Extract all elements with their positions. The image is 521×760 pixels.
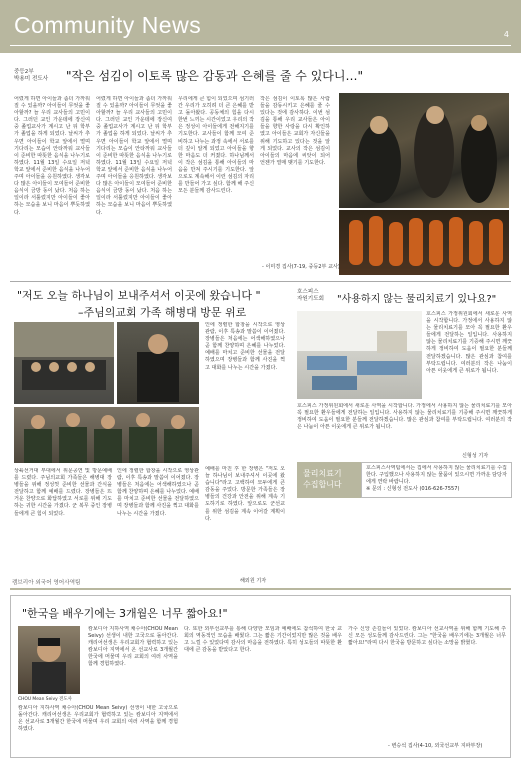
food-photo-icon <box>339 210 509 275</box>
soldiers-photo-icon <box>14 407 199 463</box>
article1-col3: 작은 섬김이 이토록 많은 사람들을 감동시키고 은혜를 줄 수 있다는 것에 감사하다. 이번 섬김을 통해 우리 교사들은 아이들을 향한 사랑을 다시 확인하였고 아이들은 교회가 자신들을 위해 기도하고 있다는 것을 알게 되었다. 교사의 작은 섬김이 아이들의 마음에 씨앗이 되어 언젠가 열매 맺기를 기도한다. <box>260 96 330 166</box>
article1-col2: 우리에게 큰 힘이 되었으며 섬기러 간 우리가 오히려 더 큰 은혜를 받고 돌아왔다. 공동체의 힘을 다시 한번 느끼는 시간이었고 우리의 작은 정성이 아이들에게 전해지기를 기도한다. 교사들이 함께 모여 준비하고 나누는 과정 속에서 서로를 더 깊이 알게 되었고 아이들을 향한 마음도 더 커졌다. 하나님께서 이 작은 섬김을 통해 아이들의 마음을 만져 주시기를 기도한다. 앞으로도 계속해서 이런 섬김의 자리를 만들어 가고 싶다. 함께 해 주신 모든 분들께 감사드린다. <box>178 96 254 195</box>
article2-signature: 해외원 기자 <box>240 578 267 584</box>
article2-col3: 예배를 마친 후 한 장병은 "저도 오늘 하나님이 보내주셔서 이곳에 왔습니다"라고 고백하여 모두에게 큰 감동을 주었다. 방문한 가족들은 장병들의 건강과 안전을 위해 계속 기도하기로 하였다. 앞으로도 군선교를 위한 섬김을 계속 이어갈 계획이다. <box>205 466 285 522</box>
divider-1 <box>10 281 511 282</box>
article1-signature: - 이미경 집사(7-19, 중등2부 교사) <box>262 264 340 270</box>
article3-col-a: 호스피스 가정위원회에서 새로운 사역을 시작합니다. 가정에서 사용하지 않는 물리치료기를 모아 꼭 필요한 환우들에게 전달하는 일입니다. 사용하지 않는 물리치료기를 기증해 주시면 깨끗하게 정비하여 도움이 필요한 분들께 전달하겠습니다. 많은 관심과 참여를 부탁드립니다. 여러분의 작은 나눔이 아픈 이웃에게 큰 위로가 됩니다. <box>426 311 512 374</box>
article4-col3: 가수 신앙 손길들이 있었다. 캄보디아 선교사역을 위해 함께 기도해 주신 모든 성도들께 감사드린다. 그는 "한국을 배우기에는 3개월은 너무 짧아요!"라며 다시 한국을 방문하고 싶다는 소망을 밝혔다. <box>348 626 506 647</box>
speaker-photo-icon <box>117 322 199 404</box>
page-header <box>0 0 521 53</box>
article2-photo-stage <box>14 322 114 404</box>
article4-portrait <box>18 626 80 694</box>
article1-photo-top <box>339 93 509 208</box>
article1-col1: 어렸게 하면 아이들과 좀더 가까워질 수 있을까? 아이들이 무엇을 좋아할까? 늘 우리 교사들의 고민이다. 그러던 교인 가운데에 장신여중 졸업교사가 계시고 난 뒤 학부가 졸업을 하게 되었다. 날씨가 추우면 아이들이 학교 앞에서 떨며 기다리는 모습이 안타까워 교사들이 준비한 따뜻한 음식을 나누기로 하였다. 11월 13일 수요일 저녁 학교 앞에서 준비한 음식을 나누어 주며 아이들을 응원하였다. 생각보다 많은 아이들이 모여들어 준비한 음식이 금방 동이 났다. 처음 하는 일이라 서툴렀지만 아이들이 좋아하는 모습을 보니 마음이 뿌듯하였다. <box>14 96 90 216</box>
article3-col-b: 호스피스 가정위원회에서 새로운 사역을 시작합니다. 가정에서 사용하지 않는 물리치료기를 모아 꼭 필요한 환우들에게 전달하는 일입니다. 사용하지 않는 물리치료기를 기증해 주시면 깨끗하게 정비하여 도움이 필요한 분들께 전달하겠습니다. 많은 관심과 참여를 부탁드립니다. 여러분의 작은 나눔이 아픈 이웃에게 큰 위로가 됩니다. <box>297 403 512 431</box>
article1-col1b: 어렸게 하면 아이들과 좀더 가까워질 수 있을까? 아이들이 무엇을 좋아할까? 늘 우리 교사들의 고민이다. 그러던 교인 가운데에 장신여중 졸업교사가 계시고 난 뒤 학부가 졸업을 하게 되었다. 날씨가 추우면 아이들이 학교 앞에서 떨며 기다리는 모습이 안타까워 교사들이 준비한 따뜻한 음식을 나누기로 하였다. 11월 13일 수요일 저녁 학교 앞에서 준비한 음식을 나누어 주며 아이들을 응원하였다. 생각보다 많은 아이들이 모여들어 준비한 음식이 금방 동이 났다. 처음 하는 일이라 서툴렀지만 아이들이 좋아하는 모습을 보니 마음이 뿌듯하였다. <box>96 96 172 216</box>
article3-signature: 신형성 기자 <box>462 453 489 459</box>
article2-photo-speaker <box>117 322 199 404</box>
portrait-photo-icon <box>18 626 80 694</box>
header-divider <box>10 45 511 46</box>
section-title: Community News <box>14 12 202 38</box>
page-number: 4 <box>503 30 509 39</box>
article2-subheadline: –주님의교회 가족 해병대 방문 위로 <box>78 306 247 319</box>
article1-headline: "작은 섬김이 이토록 많은 감동과 은혜를 줄 수 있다니…" <box>66 69 363 83</box>
portrait-caption: CHOU Mean Seivy 전도사 <box>18 697 72 702</box>
stage-photo-icon <box>14 322 114 404</box>
article2-col1b: 인에 정렬한 합창을 시작으로 영상관람, 이후 특송과 말씀이 이어졌다. 장병들은 처음에는 어색해하였으나 곧 함께 찬양하며 은혜를 나누었다. 예배를 마치고 준비한 선물을 전달하였으며 장병들과 함께 사진을 찍고 대화를 나누는 시간을 가졌다. <box>117 468 199 517</box>
article2-col1: 상륙선거대 부대에서 위문공연 및 방문예배를 드렸다. 주님의교회 가족들은 해병대 장병들을 위해 정성껏 준비한 선물과 간식을 전달하고 함께 예배를 드렸다. 장병들은 뜨거운 찬양으로 화답하였고 서로를 위해 기도하는 귀한 시간을 가졌다. 군 복무 중인 장병들에게 큰 힘이 되었다. <box>14 468 112 517</box>
article2-photo-soldiers <box>14 407 199 463</box>
article3-callout-text: 호스피스사역팀에서는 집에서 사용하지 않는 물리치료기를 수집한다. 구입했으나 사용하지 않는 물품이 있으시면 가까운 담당자에게 연락 바랍니다. ※ 문의 : 신형성 전도사 (016-626-7557) <box>366 465 507 492</box>
article1-tag: 중등2부 박용미 전도사 <box>14 69 49 82</box>
article4-col1b: 캄보디아 지하사역 채수아(CHOU Mean Seivy) 선생이 내한 고국으로 돌아간다. 캐리어선생은 우리교회가 협력하고 있는 캄보디아 지역에서 온 선교사로 3개월간 한국에 머물며 우리 교회의 여러 사역을 함께 경험하였다. <box>18 705 178 733</box>
divider-2 <box>10 588 511 590</box>
article4-col2: 다. 또한 외부선교부를 통해 다양한 모임과 예배에도 참석하여 한국 교회의 역동적인 모습을 배웠다. 그는 짧은 기간이었지만 많은 것을 배우고 느낄 수 있었다며 감사의 마음을 전하였다. 특히 성도들의 따뜻한 환대에 큰 감동을 받았다고 한다. <box>184 626 342 654</box>
article3-photo <box>297 311 422 399</box>
therapy-room-photo-icon <box>297 311 422 399</box>
people-photo-icon <box>339 93 509 208</box>
article4-headline: "한국을 배우기에는 3개월은 너무 짧아요!" <box>22 607 228 620</box>
article3-tag: 호스피스 자원기도회 <box>297 289 325 302</box>
article2-col2: 인에 정렬한 합창을 시작으로 영상관람, 이후 특송과 말씀이 이어졌다. 장병들은 처음에는 어색해하였으나 곧 함께 찬양하며 은혜를 나누었다. 예배를 마치고 준비한 선물을 전달하였으며 장병들과 함께 사진을 찍고 대화를 나누는 시간을 가졌다. <box>205 322 285 371</box>
article4-tag: 캠브리아 외국어 영어사역팀 <box>12 580 212 587</box>
article3-headline: "사용하지 않는 물리치료기 있나요?" <box>337 294 497 305</box>
article2-headline: "저도 오늘 하나님이 보내주셔서 이곳에 왔습니다 " <box>17 289 261 302</box>
article4-signature: - 변승석 집사(4-10, 외국선교부 지파부장) <box>388 743 483 749</box>
article4-col1: 캄보디아 지하사역 채수아(CHOU Mean Seivy) 선생이 내한 고국으로 돌아간다. 캐리어선생은 우리교회가 협력하고 있는 캄보디아 지역에서 온 선교사로 3개월간 한국에 머물며 우리 교회의 여러 사역을 함께 경험하였다. <box>88 626 178 668</box>
article3-callout: 물리치료기 수집합니다 <box>297 462 361 498</box>
article1-photo-food <box>339 210 509 275</box>
